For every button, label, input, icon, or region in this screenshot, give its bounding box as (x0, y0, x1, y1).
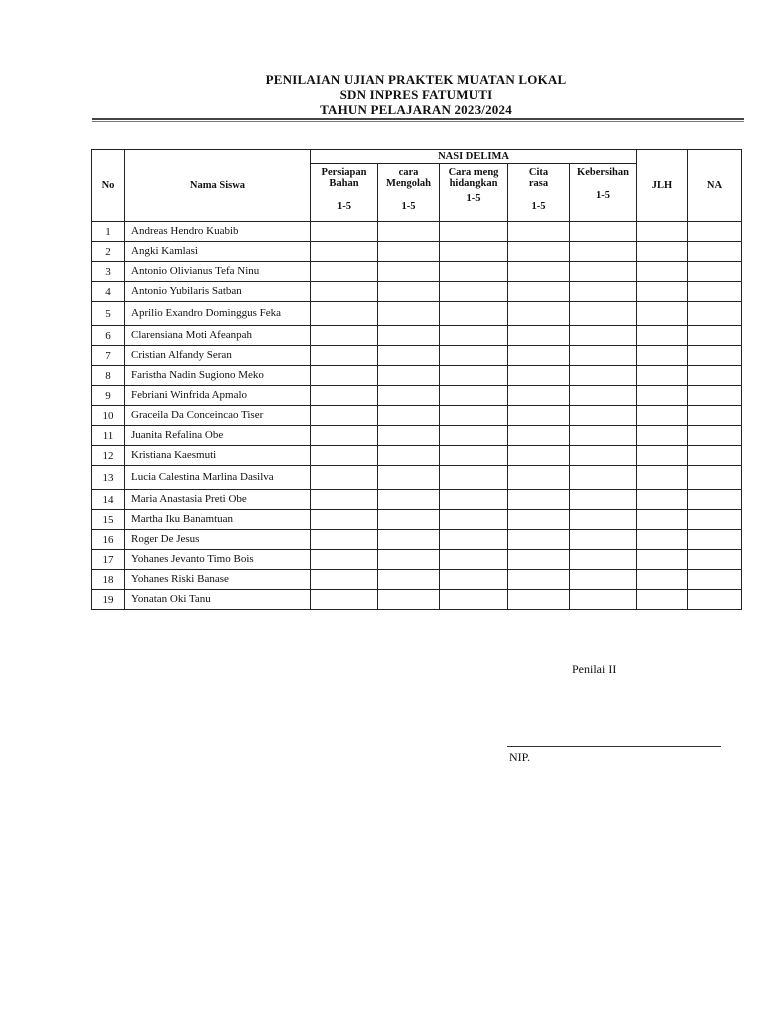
score-cell[interactable] (570, 262, 637, 282)
criterion-range: 1-5 (401, 201, 416, 212)
student-name: Maria Anastasia Preti Obe (125, 490, 311, 510)
score-cell[interactable] (570, 570, 637, 590)
signature-line (507, 746, 721, 747)
score-cell[interactable] (508, 426, 570, 446)
table-row (92, 466, 742, 490)
score-cell[interactable] (378, 346, 440, 366)
score-cell[interactable] (440, 242, 508, 262)
row-number: 2 (92, 242, 125, 262)
score-cell[interactable] (440, 386, 508, 406)
score-cell[interactable] (508, 386, 570, 406)
score-cell[interactable] (311, 366, 378, 386)
student-name: Yonatan Oki Tanu (125, 590, 311, 610)
score-cell[interactable] (508, 406, 570, 426)
score-cell[interactable] (637, 222, 688, 242)
score-cell[interactable] (637, 426, 688, 446)
student-name: Martha Iku Banamtuan (125, 510, 311, 530)
table-row (92, 590, 742, 610)
row-number: 8 (92, 366, 125, 386)
table-row (92, 302, 742, 326)
row-number: 5 (92, 302, 125, 326)
criterion-range: 1-5 (466, 193, 481, 204)
score-cell[interactable] (311, 282, 378, 302)
student-name: Antonio Yubilaris Satban (125, 282, 311, 302)
score-cell[interactable] (378, 262, 440, 282)
score-cell[interactable] (440, 550, 508, 570)
score-cell[interactable] (688, 570, 742, 590)
student-name: Angki Kamlasi (125, 242, 311, 262)
score-cell[interactable] (378, 326, 440, 346)
score-cell[interactable] (688, 590, 742, 610)
score-cell[interactable] (637, 386, 688, 406)
score-cell[interactable] (311, 530, 378, 550)
header-rule (92, 118, 744, 120)
score-cell[interactable] (637, 530, 688, 550)
score-cell[interactable] (311, 262, 378, 282)
score-cell[interactable] (688, 446, 742, 466)
title-line-1: PENILAIAN UJIAN PRAKTEK MUATAN LOKAL (265, 72, 567, 87)
col-header-jlh: JLH (637, 150, 688, 222)
student-name: Clarensiana Moti Afeanpah (125, 326, 311, 346)
score-cell[interactable] (440, 366, 508, 386)
score-cell[interactable] (637, 570, 688, 590)
criterion-header (311, 164, 378, 222)
score-cell[interactable] (688, 510, 742, 530)
criterion-header (508, 164, 570, 222)
table-row (92, 262, 742, 282)
score-cell[interactable] (688, 262, 742, 282)
col-header-no: No (92, 150, 125, 222)
score-cell[interactable] (637, 262, 688, 282)
score-cell[interactable] (570, 366, 637, 386)
row-number: 7 (92, 346, 125, 366)
score-cell[interactable] (378, 302, 440, 326)
score-cell[interactable] (508, 466, 570, 490)
score-cell[interactable] (311, 386, 378, 406)
criterion-label: Kebersihan (577, 167, 629, 178)
score-cell[interactable] (440, 262, 508, 282)
score-cell[interactable] (637, 590, 688, 610)
table-row (92, 346, 742, 366)
score-cell[interactable] (440, 466, 508, 490)
score-cell[interactable] (440, 490, 508, 510)
table-row (92, 282, 742, 302)
score-cell[interactable] (688, 222, 742, 242)
score-cell[interactable] (570, 530, 637, 550)
score-cell[interactable] (570, 490, 637, 510)
score-cell[interactable] (378, 550, 440, 570)
score-cell[interactable] (508, 590, 570, 610)
score-cell[interactable] (378, 510, 440, 530)
score-cell[interactable] (637, 366, 688, 386)
score-cell[interactable] (508, 346, 570, 366)
table-row (92, 570, 742, 590)
criterion-header (570, 164, 637, 222)
criterion-label: Cara menghidangkan (448, 167, 499, 189)
score-cell[interactable] (637, 550, 688, 570)
score-cell[interactable] (508, 570, 570, 590)
score-cell[interactable] (637, 466, 688, 490)
score-cell[interactable] (508, 302, 570, 326)
student-name: Graceila Da Conceincao Tiser (125, 406, 311, 426)
student-name: Andreas Hendro Kuabib (125, 222, 311, 242)
table-row (92, 406, 742, 426)
score-cell[interactable] (570, 346, 637, 366)
score-cell[interactable] (637, 406, 688, 426)
score-cell[interactable] (570, 590, 637, 610)
table-row (92, 326, 742, 346)
score-cell[interactable] (311, 550, 378, 570)
score-cell[interactable] (688, 346, 742, 366)
score-cell[interactable] (570, 406, 637, 426)
col-header-group: NASI DELIMA (311, 150, 637, 164)
score-cell[interactable] (688, 282, 742, 302)
score-cell[interactable] (570, 326, 637, 346)
score-cell[interactable] (440, 510, 508, 530)
score-cell[interactable] (637, 282, 688, 302)
score-cell[interactable] (570, 510, 637, 530)
row-number: 19 (92, 590, 125, 610)
score-cell[interactable] (440, 326, 508, 346)
score-cell[interactable] (440, 302, 508, 326)
table-row (92, 530, 742, 550)
score-cell[interactable] (637, 302, 688, 326)
score-cell[interactable] (440, 570, 508, 590)
score-cell[interactable] (637, 346, 688, 366)
score-cell[interactable] (508, 510, 570, 530)
score-cell[interactable] (311, 406, 378, 426)
score-cell[interactable] (688, 326, 742, 346)
table-row (92, 386, 742, 406)
criterion-header (378, 164, 440, 222)
score-cell[interactable] (311, 590, 378, 610)
score-cell[interactable] (311, 426, 378, 446)
score-cell[interactable] (688, 366, 742, 386)
header-rule-thin (92, 121, 744, 122)
score-cell[interactable] (440, 426, 508, 446)
row-number: 12 (92, 446, 125, 466)
row-number: 3 (92, 262, 125, 282)
score-cell[interactable] (637, 446, 688, 466)
row-number: 9 (92, 386, 125, 406)
score-cell[interactable] (637, 490, 688, 510)
table-row (92, 366, 742, 386)
score-cell[interactable] (440, 590, 508, 610)
criterion-header (440, 164, 508, 222)
score-cell[interactable] (311, 570, 378, 590)
score-cell[interactable] (311, 466, 378, 490)
col-header-name: Nama Siswa (125, 150, 311, 222)
score-cell[interactable] (688, 550, 742, 570)
row-number: 6 (92, 326, 125, 346)
student-rows (92, 222, 742, 610)
score-cell[interactable] (440, 406, 508, 426)
table-row (92, 426, 742, 446)
score-cell[interactable] (311, 346, 378, 366)
score-cell[interactable] (688, 530, 742, 550)
document-header (90, 72, 742, 117)
score-cell[interactable] (688, 466, 742, 490)
score-cell[interactable] (688, 302, 742, 326)
score-cell[interactable] (570, 242, 637, 262)
score-cell[interactable] (508, 550, 570, 570)
criterion-range: 1-5 (337, 201, 351, 212)
student-name: Cristian Alfandy Seran (125, 346, 311, 366)
score-cell[interactable] (311, 302, 378, 326)
row-number: 18 (92, 570, 125, 590)
score-cell[interactable] (637, 242, 688, 262)
student-name: Antonio Olivianus Tefa Ninu (125, 262, 311, 282)
criterion-range: 1-5 (531, 201, 546, 212)
score-cell[interactable] (570, 426, 637, 446)
criterion-label: Cita rasa (528, 167, 549, 189)
score-cell[interactable] (508, 530, 570, 550)
criterion-range: 1-5 (596, 190, 610, 201)
score-cell[interactable] (637, 510, 688, 530)
title-line-3: TAHUN PELAJARAN 2023/2024 (320, 102, 512, 117)
score-cell[interactable] (688, 426, 742, 446)
score-cell[interactable] (508, 242, 570, 262)
student-name: Aprilio Exandro Dominggus Feka (125, 302, 311, 326)
score-cell[interactable] (508, 366, 570, 386)
score-cell[interactable] (508, 282, 570, 302)
nip-label: NIP. (509, 750, 531, 764)
score-cell[interactable] (378, 386, 440, 406)
score-cell[interactable] (378, 222, 440, 242)
student-name: Yohanes Jevanto Timo Bois (125, 550, 311, 570)
criterion-label: cara Mengolah (386, 167, 431, 189)
score-cell[interactable] (311, 326, 378, 346)
row-number: 10 (92, 406, 125, 426)
table-row (92, 550, 742, 570)
title-line-2: SDN INPRES FATUMUTI (339, 87, 493, 102)
score-cell[interactable] (570, 550, 637, 570)
score-cell[interactable] (311, 490, 378, 510)
score-cell[interactable] (688, 406, 742, 426)
score-cell[interactable] (570, 282, 637, 302)
score-cell[interactable] (378, 590, 440, 610)
score-cell[interactable] (378, 366, 440, 386)
score-cell[interactable] (688, 490, 742, 510)
score-cell[interactable] (378, 426, 440, 446)
score-cell[interactable] (570, 302, 637, 326)
score-cell[interactable] (570, 222, 637, 242)
col-header-na: NA (688, 150, 742, 222)
score-cell[interactable] (570, 386, 637, 406)
row-number: 4 (92, 282, 125, 302)
student-name: Roger De Jesus (125, 530, 311, 550)
row-number: 17 (92, 550, 125, 570)
score-cell[interactable] (508, 262, 570, 282)
score-cell[interactable] (440, 222, 508, 242)
score-cell[interactable] (311, 242, 378, 262)
student-name: Lucia Calestina Marlina Dasilva (125, 466, 311, 490)
score-cell[interactable] (311, 510, 378, 530)
score-cell[interactable] (378, 530, 440, 550)
table-row (92, 446, 742, 466)
score-cell[interactable] (378, 242, 440, 262)
assessment-table (91, 149, 742, 610)
score-cell[interactable] (688, 386, 742, 406)
score-cell[interactable] (440, 282, 508, 302)
criterion-label: Persiapan Bahan (321, 167, 367, 189)
score-cell[interactable] (378, 406, 440, 426)
score-cell[interactable] (440, 446, 508, 466)
score-cell[interactable] (378, 466, 440, 490)
score-cell[interactable] (508, 490, 570, 510)
score-cell[interactable] (311, 222, 378, 242)
score-cell[interactable] (570, 466, 637, 490)
score-cell[interactable] (570, 446, 637, 466)
row-number: 14 (92, 490, 125, 510)
assessor-label: Penilai II (572, 662, 617, 676)
row-number: 1 (92, 222, 125, 242)
table-row (92, 222, 742, 242)
score-cell[interactable] (508, 446, 570, 466)
score-cell[interactable] (378, 490, 440, 510)
student-name: Kristiana Kaesmuti (125, 446, 311, 466)
table-row (92, 510, 742, 530)
score-cell[interactable] (637, 326, 688, 346)
student-name: Yohanes Riski Banase (125, 570, 311, 590)
row-number: 13 (92, 466, 125, 490)
student-name: Juanita Refalina Obe (125, 426, 311, 446)
score-cell[interactable] (440, 530, 508, 550)
table-row (92, 490, 742, 510)
score-cell[interactable] (440, 346, 508, 366)
row-number: 16 (92, 530, 125, 550)
score-cell[interactable] (378, 446, 440, 466)
score-cell[interactable] (378, 570, 440, 590)
score-cell[interactable] (378, 282, 440, 302)
score-cell[interactable] (508, 326, 570, 346)
row-number: 15 (92, 510, 125, 530)
score-cell[interactable] (311, 446, 378, 466)
score-cell[interactable] (688, 242, 742, 262)
student-name: Faristha Nadin Sugiono Meko (125, 366, 311, 386)
row-number: 11 (92, 426, 125, 446)
student-name: Febriani Winfrida Apmalo (125, 386, 311, 406)
table-row (92, 242, 742, 262)
score-cell[interactable] (508, 222, 570, 242)
